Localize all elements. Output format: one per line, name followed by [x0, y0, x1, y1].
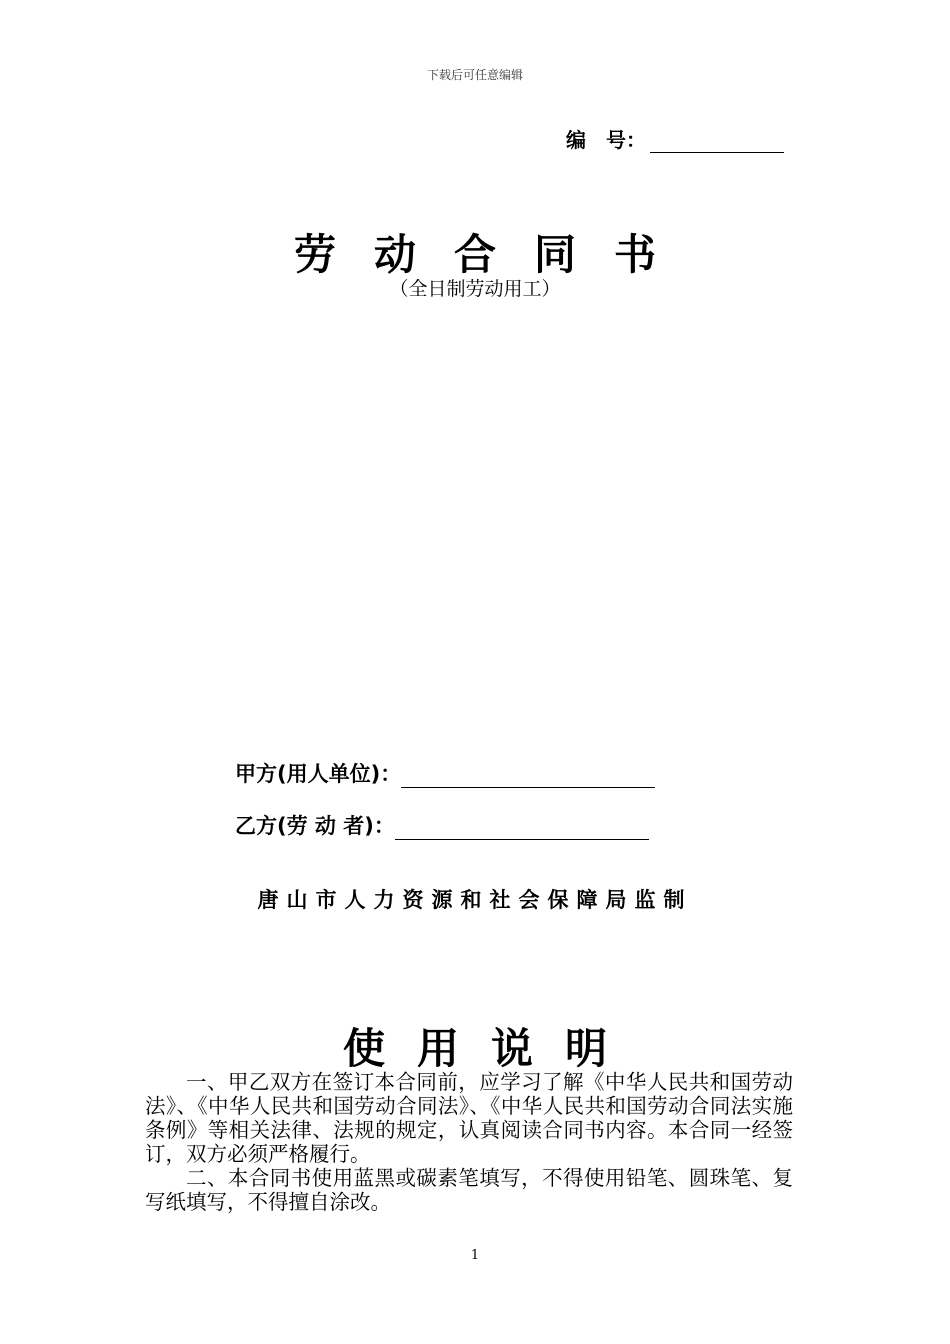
usage-instructions-body	[145, 1070, 793, 1214]
party-b-blank[interactable]	[395, 817, 649, 840]
serial-number-field	[566, 124, 784, 153]
usage-paragraph-1: 一、甲乙双方在签订本合同前，应学习了解《中华人民共和国劳动法》、《中华人民共和国劳动合同法》、《中华人民共和国劳动合同法实施条例》等相关法律、法规的规定，认真阅读合同书内容。本合同一经签订，双方必须严格履行。	[145, 1070, 793, 1166]
party-a-blank[interactable]	[401, 765, 655, 788]
page-number: 1	[470, 1248, 480, 1263]
document-subtitle: （全日制劳动用工）	[389, 278, 561, 300]
party-a-field	[235, 758, 655, 788]
usage-instructions-title: 使用说明	[342, 1024, 639, 1073]
header-note: 下载后可任意编辑	[426, 68, 523, 82]
supervisor-line: 唐山市人力资源和社会保障局监制	[257, 888, 693, 912]
usage-paragraph-2: 二、本合同书使用蓝黑或碳素笔填写，不得使用铅笔、圆珠笔、复写纸填写，不得擅自涂改。	[145, 1166, 793, 1214]
party-a-label: 甲方(用人单位)：	[235, 762, 402, 786]
serial-number-label: 编 号：	[566, 128, 646, 152]
document-title: 劳动合同书	[293, 230, 694, 279]
serial-number-blank[interactable]	[650, 132, 784, 153]
party-b-label: 乙方(劳 动 者)：	[235, 814, 395, 838]
party-b-field	[235, 810, 649, 840]
